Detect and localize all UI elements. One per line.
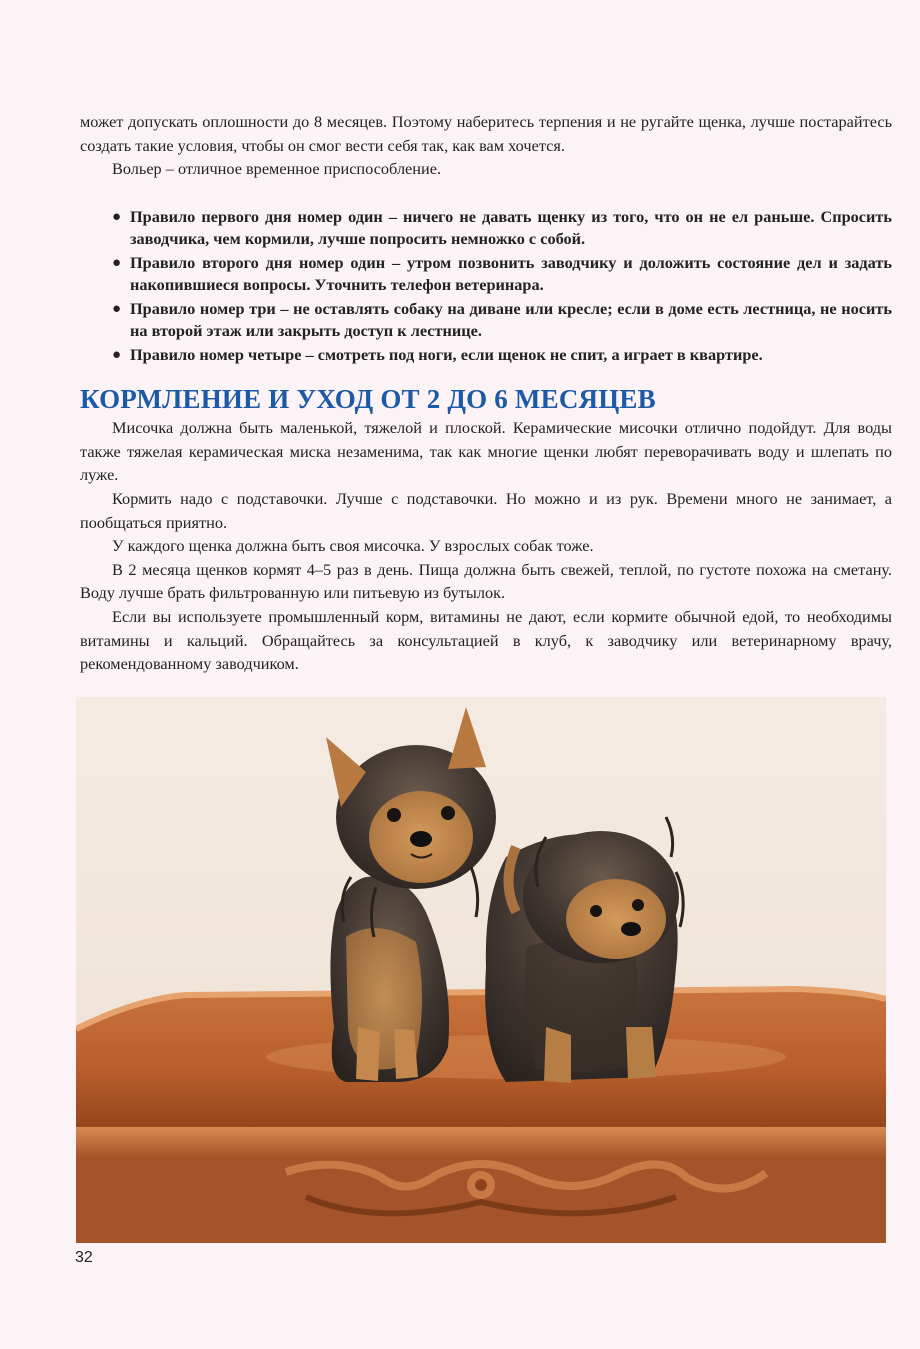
rule-text: Правило номер четыре – смотреть под ноги, если щенок не спит, а играет в квартире. [130, 344, 763, 364]
rule-text: Правило первого дня номер один – ничего не давать щенку из того, что он не ел раньше. Спросить заводчика, чем кормили, лучше попросить немножко с собой. [130, 206, 892, 249]
rule-text: Правило второго дня номер один – утром позвонить заводчику и доложить состояние дел и задать накопившиеся вопросы. Уточнить телефон ветеринара. [130, 252, 892, 295]
rule-item [112, 298, 892, 343]
rule-item [112, 252, 892, 297]
text-block [80, 110, 892, 676]
puppies-photo [76, 697, 886, 1243]
section-paragraph: Если вы используете промышленный корм, витамины не дают, если кормите обычной едой, то необходимы витамины и кальций. Обращайтесь за консультацией в клуб, к заводчику или ветеринарному врачу, рекомендованному заводчиком. [80, 607, 892, 674]
rules-list [80, 206, 892, 367]
bullet-icon: ● [112, 208, 122, 225]
page-number: 32 [75, 1249, 93, 1266]
intro-paragraph-aviary: Вольер – отличное временное приспособление. [112, 159, 442, 179]
rule-item [112, 344, 892, 367]
bullet-icon: ● [112, 300, 122, 317]
puppy-right [485, 817, 683, 1083]
section-heading: КОРМЛЕНИЕ И УХОД ОТ 2 ДО 6 МЕСЯЦЕВ [80, 384, 656, 415]
rule-item [112, 206, 892, 251]
bullet-icon: ● [112, 346, 122, 363]
puppies-illustration [76, 697, 886, 1243]
section-paragraph: Кормить надо с подставочки. Лучше с подставочки. Но можно и из рук. Времени много не занимает, а пообщаться приятно. [80, 489, 892, 532]
bullet-icon: ● [112, 254, 122, 271]
section-paragraph: У каждого щенка должна быть своя мисочка. У взрослых собак тоже. [112, 536, 594, 556]
section-paragraph: Мисочка должна быть маленькой, тяжелой и плоской. Керамические мисочки отлично подойдут. Для воды также тяжелая керамическая миска незаменима, так как многие щенки любят переворачивать воду и шлепать по луже. [80, 418, 892, 485]
section-paragraph: В 2 месяца щенков кормят 4–5 раз в день. Пища должна быть свежей, теплой, по густоте похожа на сметану. Воду лучше брать фильтрованную или питьевую из бутылок. [80, 559, 892, 603]
intro-paragraph: может допускать оплошности до 8 месяцев. Поэтому наберитесь терпения и не ругайте щенка, лучше постарайтесь создать такие условия, чтобы он смог вести себя так, как вам хочется. [80, 112, 892, 155]
rule-text: Правило номер три – не оставлять собаку на диване или кресле; если в доме есть лестница, не носить на второй этаж или закрыть доступ к лестнице. [130, 298, 892, 341]
